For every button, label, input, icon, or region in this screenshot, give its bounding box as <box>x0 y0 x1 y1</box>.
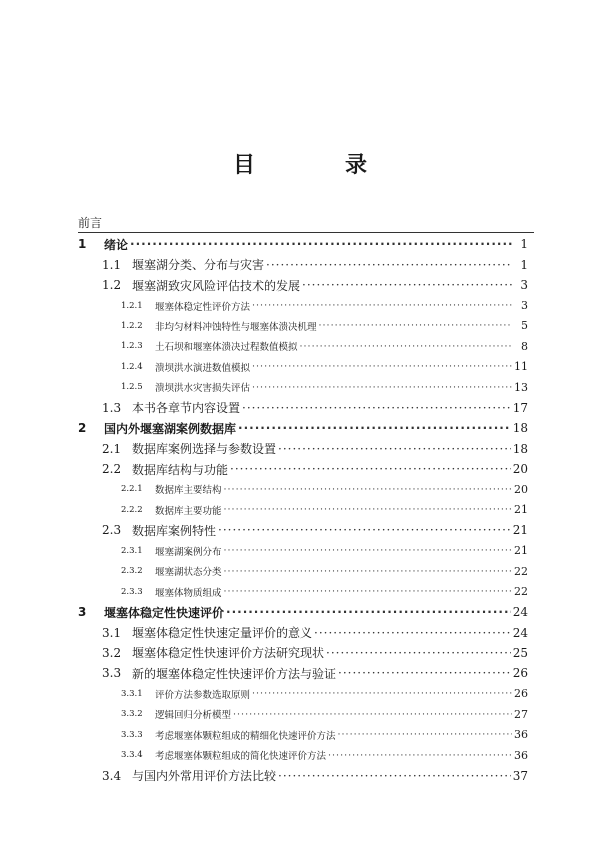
section-number: 3.3.3 <box>121 729 143 740</box>
dot-leader <box>252 300 512 311</box>
dot-leader <box>338 729 512 740</box>
toc-entry-level-3[interactable] <box>0 479 600 499</box>
section-number: 1.3 <box>102 400 122 415</box>
section-number: 3 <box>78 605 87 620</box>
section-number: 2.2.1 <box>121 484 143 495</box>
dot-leader <box>252 382 512 393</box>
dot-leader <box>314 626 511 640</box>
section-title: 溃坝洪水灾害损失评估 <box>155 383 251 395</box>
toc-entry-level-3[interactable] <box>0 541 600 561</box>
page-number: 11 <box>514 360 528 374</box>
section-title: 考虑堰塞体颗粒组成的精细化快速评价方法 <box>155 730 336 742</box>
page-number: 3 <box>521 299 528 313</box>
toc-entry-level-3[interactable] <box>0 316 600 336</box>
section-title: 绪论 <box>104 237 129 252</box>
dot-leader <box>218 523 511 537</box>
page-number: 3 <box>520 278 528 293</box>
section-number: 1.1 <box>102 257 122 272</box>
section-title: 与国内外常用评价方法比较 <box>132 769 277 784</box>
section-number: 2.3 <box>102 523 122 538</box>
dot-leader <box>224 586 512 597</box>
section-number: 2.3.1 <box>121 545 143 556</box>
dot-leader <box>300 341 512 352</box>
section-number: 3.2 <box>102 645 122 660</box>
dot-leader <box>226 605 511 619</box>
toc-entry-level-1[interactable] <box>0 602 600 622</box>
page-number: 17 <box>512 400 528 415</box>
page-number: 22 <box>514 564 528 578</box>
toc-entry-level-2[interactable] <box>0 438 600 458</box>
section-title: 新的堰塞体稳定性快速评价方法与验证 <box>132 666 337 681</box>
section-title: 考虑堰塞体颗粒组成的简化快速评价方法 <box>155 751 327 763</box>
dot-leader <box>233 709 512 720</box>
toc-preface-entry[interactable]: 前言 <box>78 216 103 230</box>
toc-entry-level-2[interactable] <box>0 643 600 663</box>
section-title: 堰塞湖案例分布 <box>155 546 222 558</box>
page-number: 13 <box>514 380 528 394</box>
section-number: 1.2 <box>102 278 122 293</box>
dot-leader <box>230 462 511 476</box>
section-title: 堰塞体稳定性快速评价方法研究现状 <box>132 646 325 661</box>
page-number: 20 <box>512 462 528 477</box>
dot-leader <box>238 421 511 435</box>
section-number: 3.4 <box>102 768 122 783</box>
toc-entry-level-3[interactable] <box>0 295 600 315</box>
dot-leader <box>224 504 512 515</box>
page-title: 目 录 <box>232 153 401 178</box>
dot-leader <box>326 646 511 660</box>
dot-leader <box>224 545 512 556</box>
toc-entry-level-3[interactable] <box>0 336 600 356</box>
dot-leader <box>328 750 512 761</box>
section-number: 3.3 <box>102 666 122 681</box>
section-number: 2.2 <box>102 462 122 477</box>
section-title: 数据库主要功能 <box>155 505 222 517</box>
section-number: 1.2.3 <box>121 341 143 352</box>
section-title: 本书各章节内容设置 <box>132 401 241 416</box>
dot-leader <box>252 688 512 699</box>
dot-leader <box>338 666 511 680</box>
page-number: 21 <box>514 544 528 558</box>
section-number: 3.3.1 <box>121 688 143 699</box>
toc-entry-level-1[interactable] <box>0 418 600 438</box>
section-number: 1.2.1 <box>121 300 143 311</box>
section-number: 2.3.2 <box>121 566 143 577</box>
section-number: 1 <box>78 237 87 252</box>
section-title: 土石坝和堰塞体溃决过程数值模拟 <box>155 342 298 354</box>
dot-leader <box>252 361 512 372</box>
page-number: 18 <box>512 441 528 456</box>
section-title: 非均匀材料冲蚀特性与堰塞体溃决机理 <box>155 321 317 333</box>
section-number: 1.2.2 <box>121 320 143 331</box>
section-number: 2.3.3 <box>121 586 143 597</box>
page-number: 37 <box>512 768 528 783</box>
dot-leader <box>224 484 512 495</box>
section-title: 数据库结构与功能 <box>132 462 229 477</box>
page-number: 22 <box>514 585 528 599</box>
page-number: 26 <box>512 666 528 681</box>
page-number: 1 <box>520 237 528 252</box>
section-number: 2.1 <box>102 441 122 456</box>
section-number: 2.2.2 <box>121 504 143 515</box>
section-title: 堰塞湖致灾风险评估技术的发展 <box>132 278 301 293</box>
page-number: 18 <box>512 421 528 436</box>
dot-leader <box>266 258 512 272</box>
preface-divider <box>78 232 534 233</box>
toc-entry-level-2[interactable] <box>0 622 600 642</box>
toc-entry-level-3[interactable] <box>0 745 600 765</box>
section-number: 2 <box>78 421 87 436</box>
section-title: 数据库案例选择与参数设置 <box>132 442 277 457</box>
toc-entry-level-3[interactable] <box>0 377 600 397</box>
section-title: 数据库案例特性 <box>132 523 217 538</box>
toc-entry-level-2[interactable] <box>0 520 600 540</box>
toc-list <box>0 234 600 786</box>
page-number: 21 <box>512 523 528 538</box>
page-number: 27 <box>514 707 528 721</box>
dot-leader <box>319 320 512 331</box>
dot-leader <box>130 237 512 251</box>
toc-entry-level-3[interactable] <box>0 725 600 745</box>
section-title: 国内外堰塞湖案例数据库 <box>104 421 237 436</box>
section-title: 堰塞体稳定性快速评价 <box>104 605 225 620</box>
section-number: 3.3.2 <box>121 709 143 720</box>
toc-entry-level-2[interactable] <box>0 765 600 785</box>
section-number: 3.3.4 <box>121 750 143 761</box>
page-number: 5 <box>521 319 528 333</box>
page-number: 24 <box>512 605 528 620</box>
page-number: 36 <box>514 748 528 762</box>
toc-entry-level-3[interactable] <box>0 500 600 520</box>
page-number: 26 <box>514 687 528 701</box>
toc-entry-level-3[interactable] <box>0 561 600 581</box>
page-number: 24 <box>512 625 528 640</box>
dot-leader <box>224 566 512 577</box>
section-title: 堰塞体物质组成 <box>155 587 222 599</box>
page-number: 36 <box>514 728 528 742</box>
section-number: 3.1 <box>102 625 122 640</box>
section-title: 堰塞湖分类、分布与灾害 <box>132 258 265 273</box>
section-title: 溃坝洪水演进数值模拟 <box>155 362 251 374</box>
toc-entry-level-3[interactable] <box>0 704 600 724</box>
section-title: 逻辑回归分析模型 <box>155 710 232 722</box>
section-title: 评价方法参数选取原则 <box>155 689 251 701</box>
toc-entry-level-3[interactable] <box>0 684 600 704</box>
dot-leader <box>242 401 511 415</box>
section-number: 1.2.4 <box>121 361 143 372</box>
toc-entry-level-2[interactable] <box>0 459 600 479</box>
toc-entry-level-3[interactable] <box>0 357 600 377</box>
page-number: 1 <box>520 257 528 272</box>
section-title: 数据库主要结构 <box>155 485 222 497</box>
page-number: 25 <box>512 645 528 660</box>
section-number: 1.2.5 <box>121 382 143 393</box>
dot-leader <box>302 278 512 292</box>
page-number: 21 <box>514 503 528 517</box>
toc-entry-level-2[interactable] <box>0 254 600 274</box>
page-number: 20 <box>514 482 528 496</box>
section-title: 堰塞湖状态分类 <box>155 567 222 579</box>
dot-leader <box>278 769 511 783</box>
toc-entry-level-1[interactable] <box>0 234 600 254</box>
page-number: 8 <box>521 339 528 353</box>
toc-entry-level-3[interactable] <box>0 581 600 601</box>
toc-entry-level-2[interactable] <box>0 398 600 418</box>
section-title: 堰塞体稳定性快速定量评价的意义 <box>132 626 313 641</box>
toc-entry-level-2[interactable] <box>0 275 600 295</box>
section-title: 堰塞体稳定性评价方法 <box>155 301 251 313</box>
toc-entry-level-2[interactable] <box>0 663 600 683</box>
dot-leader <box>278 442 511 456</box>
